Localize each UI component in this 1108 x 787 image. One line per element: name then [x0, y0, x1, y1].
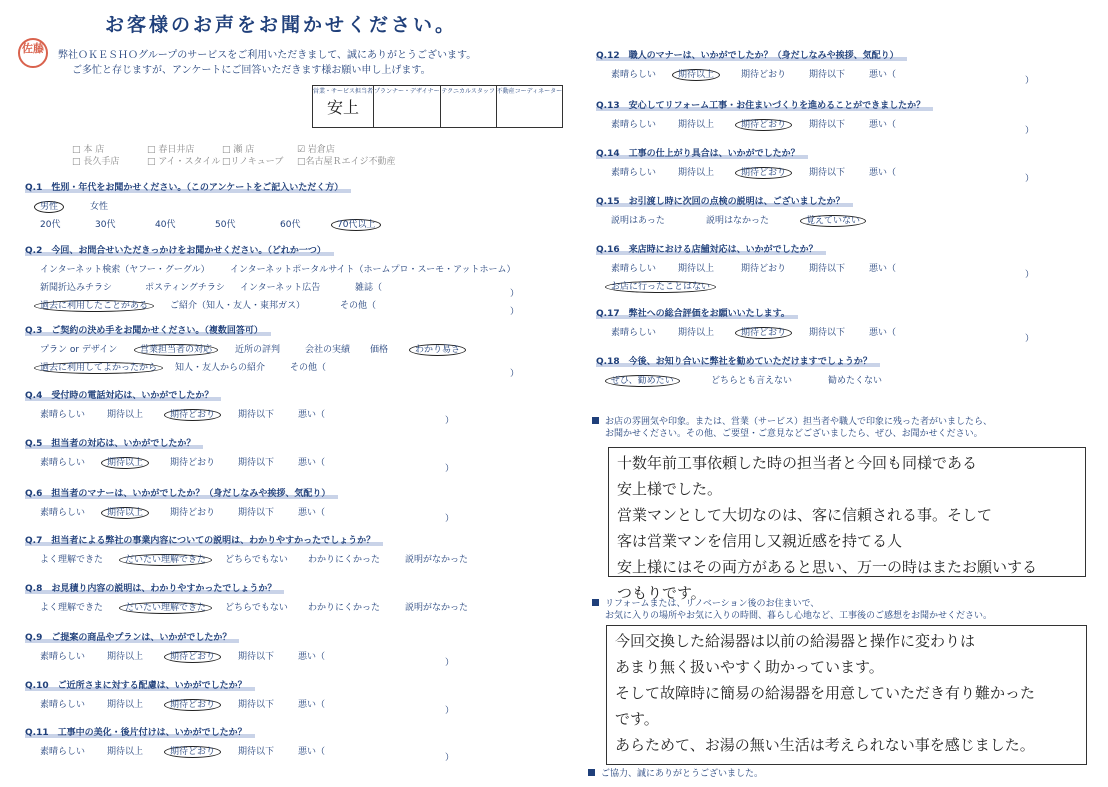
right-question-4-text: [596, 194, 853, 207]
answer-option[interactable]: [170, 649, 221, 662]
right-question-7-text: [596, 354, 880, 367]
question-label: Q.2 今回、お問合せいただきっかけをお聞かせください。（どれか一つ）: [25, 246, 334, 256]
answer-option[interactable]: [238, 407, 274, 420]
answer-option[interactable]: [298, 744, 325, 757]
selected-answer-circle: 男性: [34, 201, 64, 213]
answer-option[interactable]: [405, 552, 468, 565]
answer-option[interactable]: [611, 325, 656, 338]
answer-label: 期待以下: [238, 508, 275, 518]
answer-label: 期待以下: [238, 700, 275, 710]
answer-option[interactable]: [90, 199, 108, 212]
answer-option[interactable]: [611, 373, 680, 386]
left-question-4-text: [25, 388, 221, 401]
answer-option[interactable]: [678, 261, 714, 274]
answer-label: その他（: [290, 363, 327, 373]
answer-label: よく理解できた: [40, 555, 104, 565]
comment2-label-line1: リフォームまたは、リノベーション後のお住まいで、: [605, 599, 820, 609]
selected-answer-circle: 期待どおり: [164, 651, 221, 663]
handwritten-line: 今回交換した給湯器は以前の給湯器と操作に変わりは: [615, 632, 976, 650]
answer-option[interactable]: [869, 117, 896, 130]
bullet-square-icon: [592, 417, 599, 424]
answer-label: 期待どおり: [741, 70, 787, 80]
page-title: お客様のお声をお聞かせください。: [105, 14, 458, 36]
staff-table: [312, 85, 563, 128]
answer-option[interactable]: [298, 649, 325, 662]
answer-label: 40代: [155, 220, 176, 230]
closing-paren: ）: [510, 307, 520, 317]
answer-label: 悪い（: [869, 120, 897, 130]
answer-label: 素晴らしい: [611, 120, 657, 130]
answer-label: 悪い（: [298, 700, 326, 710]
closing-paren: ）: [445, 464, 455, 474]
store-option[interactable]: □名古屋Ｒエイジ不動産: [297, 157, 396, 167]
answer-label: 期待どおり: [170, 508, 216, 518]
right-question-6-text: [596, 306, 798, 319]
answer-option[interactable]: [145, 280, 225, 293]
selected-answer-circle: 覚えていない: [800, 215, 866, 227]
closing-paren: ）: [445, 753, 455, 763]
answer-option[interactable]: [125, 600, 212, 613]
answer-label: 期待どおり: [741, 264, 787, 274]
answer-option[interactable]: [869, 165, 896, 178]
answer-option[interactable]: [238, 505, 274, 518]
handwritten-line: 十数年前工事依頼した時の担当者と今回も同様である: [617, 454, 978, 472]
question-label: Q.4 受付時の電話対応は、いかがでしたか？: [25, 391, 221, 401]
answer-option[interactable]: [40, 298, 154, 311]
store-option[interactable]: □ 春日井店: [147, 145, 195, 155]
answer-label: 期待以下: [238, 458, 275, 468]
answer-label: 素晴らしい: [611, 70, 657, 80]
closing-paren: ）: [445, 658, 455, 668]
answer-option[interactable]: [340, 298, 376, 311]
left-question-2-text: [25, 243, 334, 256]
answer-option[interactable]: [611, 165, 656, 178]
answer-option[interactable]: [40, 552, 103, 565]
answer-option[interactable]: [230, 262, 515, 275]
answer-option[interactable]: [706, 213, 769, 226]
answer-option[interactable]: [40, 649, 85, 662]
comment1-text: [609, 448, 1085, 608]
answer-option[interactable]: [415, 342, 466, 355]
answer-label: 説明がなかった: [405, 603, 469, 613]
question-label: Q.10 ご近所さまに対する配慮は、いかがでしたか？: [25, 681, 255, 691]
selected-answer-circle: 期待どおり: [164, 746, 221, 758]
answer-option[interactable]: [40, 262, 210, 275]
answer-option[interactable]: [40, 199, 64, 212]
answer-label: 期待以下: [809, 168, 846, 178]
question-label: Q.3 ご契約の決め手をお聞かせください。（複数回答可）: [25, 326, 271, 336]
answer-label: 知人・友人からの紹介: [175, 363, 266, 373]
answer-option[interactable]: [806, 213, 866, 226]
handwritten-line: 安上様にはその両方があると思い、万一の時はまたお願いする: [617, 558, 1038, 576]
handwritten-line: あまり無く扱いやすく助かっています。: [615, 658, 884, 676]
selected-answer-circle: 期待以上: [101, 507, 149, 519]
answer-option[interactable]: [125, 552, 212, 565]
answer-label: 期待以下: [809, 264, 846, 274]
answer-label: 60代: [280, 220, 301, 230]
handwritten-line: です。: [615, 710, 659, 728]
answer-option[interactable]: [298, 697, 325, 710]
answer-label: 期待以下: [809, 328, 846, 338]
answer-label: わかりにくかった: [308, 603, 381, 613]
answer-option[interactable]: [170, 697, 221, 710]
answer-option[interactable]: [678, 165, 714, 178]
answer-option[interactable]: [107, 505, 149, 518]
answer-label: 悪い（: [298, 652, 326, 662]
answer-option[interactable]: [337, 217, 381, 230]
answer-label: 素晴らしい: [40, 700, 86, 710]
answer-label: プラン or デザイン: [40, 345, 118, 355]
store-option[interactable]: □ 瀬 店: [222, 145, 255, 155]
question-label: Q.1 性別・年代をお聞かせください。（このアンケートをご記入いただく方）: [25, 183, 351, 193]
answer-option[interactable]: [611, 261, 656, 274]
selected-answer-circle: 期待どおり: [164, 409, 221, 421]
answer-label: よく理解できた: [40, 603, 104, 613]
question-label: Q.11 工事中の美化・後片付けは、いかがでしたか？: [25, 728, 255, 738]
answer-option[interactable]: [225, 600, 288, 613]
answer-label: 期待以下: [238, 410, 275, 420]
closing-paren: ）: [1025, 76, 1035, 86]
closing-paren: ）: [1025, 126, 1035, 136]
answer-option[interactable]: [40, 505, 85, 518]
left-question-11-text: [25, 725, 255, 738]
right-question-3-text: [596, 146, 808, 159]
answer-label: 悪い（: [869, 70, 897, 80]
answer-option[interactable]: [238, 697, 274, 710]
answer-label: 素晴らしい: [40, 410, 86, 420]
handwritten-line: そして故障時に簡易の給湯器を用意していただき有り難かった: [615, 684, 1036, 702]
left-question-1-text: [25, 180, 351, 193]
question-label: Q.17 弊社への総合評価をお願いいたします。: [596, 309, 798, 319]
answer-label: 女性: [90, 202, 109, 212]
left-question-10-text: [25, 678, 255, 691]
answer-option[interactable]: [869, 325, 896, 338]
staff-realestate-label: 不動産コーディネーター: [496, 88, 563, 95]
store-option[interactable]: □ 長久手店: [72, 157, 120, 167]
comment1-label-line1: お店の雰囲気や印象。または、営業（サービス）担当者や職人で印象に残った者がいましたら、: [605, 417, 993, 427]
answer-label: インターネットポータルサイト（ホームプロ・スーモ・アットホーム）: [230, 265, 516, 275]
staff-sales-label: 営業・サービス担当者: [313, 88, 374, 95]
answer-label: 素晴らしい: [611, 168, 657, 178]
answer-option[interactable]: [107, 744, 143, 757]
answer-option[interactable]: [611, 67, 656, 80]
answer-option[interactable]: [290, 360, 326, 373]
selected-answer-circle: 期待以上: [101, 457, 149, 469]
answer-label: その他（: [340, 301, 377, 311]
staff-signature: 安上: [327, 98, 360, 117]
answer-label: インターネット広告: [240, 283, 321, 293]
answer-option[interactable]: [107, 407, 143, 420]
closing-paren: ）: [1025, 174, 1035, 184]
answer-label: 期待以下: [238, 747, 275, 757]
answer-option[interactable]: [238, 649, 274, 662]
answer-option[interactable]: [170, 407, 221, 420]
comment2-box[interactable]: [606, 625, 1087, 765]
answer-option[interactable]: [711, 373, 792, 386]
comment1-box[interactable]: [608, 447, 1086, 602]
staff-planner-label: プランナー・デザイナー: [374, 88, 440, 95]
answer-label: ポスティングチラシ: [145, 283, 225, 293]
answer-option[interactable]: [370, 342, 388, 355]
answer-label: 近所の評判: [235, 345, 281, 355]
answer-label: 説明はなかった: [706, 216, 770, 226]
answer-option[interactable]: [170, 505, 215, 518]
selected-answer-circle: だいたい理解できた: [119, 602, 212, 614]
store-option[interactable]: □リノキューブ: [222, 157, 284, 167]
handwritten-line: 安上様でした。: [617, 480, 723, 498]
answer-label: 素晴らしい: [611, 264, 657, 274]
left-question-7-text: [25, 533, 383, 546]
answer-label: インターネット検索（ヤフー・グーグル）: [40, 265, 210, 275]
handwritten-line: つもりです。: [617, 584, 706, 602]
answer-option[interactable]: [809, 67, 845, 80]
answer-label: 雑誌（: [355, 283, 383, 293]
answer-option[interactable]: [170, 455, 215, 468]
answer-label: わかりにくかった: [308, 555, 381, 565]
answer-option[interactable]: [107, 455, 149, 468]
answer-option[interactable]: [40, 360, 163, 373]
answer-option[interactable]: [741, 165, 792, 178]
question-label: Q.5 担当者の対応は、いかがでしたか？: [25, 439, 203, 449]
answer-label: どちらとも言えない: [711, 376, 793, 386]
answer-option[interactable]: [298, 455, 325, 468]
answer-option[interactable]: [305, 342, 350, 355]
answer-label: 勧めたくない: [828, 376, 883, 386]
answer-label: 素晴らしい: [40, 508, 86, 518]
handwritten-line: あらためて、お湯の無い生活は考えられない事を感じました。: [615, 736, 1035, 754]
store-option[interactable]: □ 本 店: [72, 145, 105, 155]
comment1-label: [592, 416, 992, 440]
answer-option[interactable]: [40, 455, 85, 468]
answer-option[interactable]: [678, 67, 720, 80]
answer-option[interactable]: [741, 67, 786, 80]
answer-option[interactable]: [40, 280, 112, 293]
selected-answer-circle: ぜひ、勧めたい: [605, 375, 680, 387]
answer-option[interactable]: [809, 165, 845, 178]
answer-option[interactable]: [155, 217, 175, 230]
answer-option[interactable]: [240, 280, 320, 293]
answer-option[interactable]: [678, 325, 714, 338]
answer-option[interactable]: [298, 407, 325, 420]
answer-option[interactable]: [170, 298, 305, 311]
answer-option[interactable]: [355, 280, 382, 293]
question-label: Q.13 安心してリフォーム工事・お住まいづくりを進めることができましたか？: [596, 101, 933, 111]
closing-paren: ）: [1025, 270, 1035, 280]
store-row-2: [72, 154, 396, 167]
comment1-label-line2: お聞かせください。その他、ご要望・ご意見などございましたら、ぜひ、お聞かせください。: [605, 429, 983, 439]
answer-option[interactable]: [40, 342, 117, 355]
answer-label: 悪い（: [298, 747, 326, 757]
question-label: Q.12 職人のマナーは、いかがでしたか？（身だしなみや挨拶、気配り）: [596, 51, 907, 61]
staff-technical-cell: [440, 86, 496, 128]
handwritten-line: 客は営業マンを信用し又親近感を持てる人: [617, 532, 903, 550]
selected-answer-circle: 過去に利用したことがある: [34, 300, 154, 312]
left-question-8-text: [25, 581, 284, 594]
answer-option[interactable]: [809, 117, 845, 130]
answer-option[interactable]: [611, 279, 716, 292]
closing-paren: ）: [1025, 334, 1035, 344]
selected-answer-circle: お店に行ったことはない: [605, 281, 716, 293]
left-question-3-text: [25, 323, 271, 336]
answer-label: 期待どおり: [170, 458, 216, 468]
answer-option[interactable]: [741, 117, 792, 130]
closing-paren: ）: [445, 416, 455, 426]
answer-label: 期待以上: [107, 700, 144, 710]
answer-option[interactable]: [238, 455, 274, 468]
answer-option[interactable]: [107, 697, 143, 710]
answer-label: 説明がなかった: [405, 555, 469, 565]
right-question-5-text: [596, 242, 826, 255]
answer-label: 悪い（: [298, 410, 326, 420]
intro-line-2: ご多忙と存じますが、アンケートにご回答いただきます様お願い申し上げます。: [72, 65, 431, 76]
answer-option[interactable]: [95, 217, 115, 230]
bullet-square-icon: [592, 599, 599, 606]
answer-option[interactable]: [140, 342, 218, 355]
closing-paren: ）: [445, 514, 455, 524]
handwritten-line: 営業マンとして大切なのは、客に信頼される事。そして: [617, 506, 993, 524]
answer-label: 期待以上: [107, 410, 144, 420]
answer-option[interactable]: [741, 261, 786, 274]
question-label: Q.9 ご提案の商品やプランは、いかがでしたか？: [25, 633, 239, 643]
comment2-label: [592, 598, 992, 622]
answer-option[interactable]: [40, 407, 85, 420]
answer-option[interactable]: [611, 213, 665, 226]
answer-label: 素晴らしい: [40, 458, 86, 468]
question-label: Q.6 担当者のマナーは、いかがでしたか？（身だしなみや挨拶、気配り）: [25, 489, 338, 499]
answer-option[interactable]: [308, 552, 380, 565]
question-label: Q.7 担当者による弊社の事業内容についての説明は、わかりやすかったでしょうか？: [25, 536, 383, 546]
company-seal: 佐藤: [18, 38, 48, 68]
selected-answer-circle: 期待どおり: [735, 167, 792, 179]
answer-option[interactable]: [809, 261, 845, 274]
closing-paren: ）: [510, 369, 520, 379]
bullet-square-icon: [588, 769, 595, 776]
question-label: Q.18 今後、お知り合いに弊社を勧めていただけますでしょうか？: [596, 357, 880, 367]
answer-option[interactable]: [40, 600, 103, 613]
comment2-label-line2: お気に入りの場所やお気に入りの時間、暮らし心地など、工事後のご感想をお聞かせください。: [605, 611, 993, 621]
answer-label: 素晴らしい: [40, 747, 86, 757]
answer-label: 期待以下: [809, 70, 846, 80]
answer-label: 期待以上: [107, 652, 144, 662]
answer-option[interactable]: [235, 342, 280, 355]
selected-answer-circle: 期待どおり: [164, 699, 221, 711]
answer-option[interactable]: [741, 325, 792, 338]
selected-answer-circle: 過去に利用してよかったから: [34, 362, 163, 374]
question-label: Q.15 お引渡し時に次回の点検の説明は、ございましたか？: [596, 197, 853, 207]
left-question-9-text: [25, 630, 239, 643]
question-label: Q.8 お見積り内容の説明は、わかりやすかったでしょうか？: [25, 584, 284, 594]
staff-realestate-cell: [496, 86, 563, 128]
answer-label: 30代: [95, 220, 116, 230]
footer-thanks: [588, 766, 763, 779]
answer-option[interactable]: [809, 325, 845, 338]
answer-label: 悪い（: [869, 328, 897, 338]
answer-label: 価格: [370, 345, 389, 355]
answer-label: 会社の実績: [305, 345, 351, 355]
answer-option[interactable]: [280, 217, 300, 230]
store-option[interactable]: ☑ 岩倉店: [297, 145, 335, 155]
answer-option[interactable]: [40, 744, 85, 757]
answer-option[interactable]: [40, 697, 85, 710]
answer-label: 素晴らしい: [40, 652, 86, 662]
selected-answer-circle: 期待どおり: [735, 327, 792, 339]
answer-label: 期待以上: [678, 120, 715, 130]
answer-label: 期待以下: [238, 652, 275, 662]
answer-label: どちらでもない: [225, 555, 288, 565]
thanks-text: ご協力、誠にありがとうございました。: [601, 769, 764, 779]
question-label: Q.16 来店時における店舗対応は、いかがでしたか？: [596, 245, 826, 255]
answer-option[interactable]: [175, 360, 265, 373]
staff-technical-label: テクニカルスタッフ: [441, 88, 495, 95]
answer-label: 期待以下: [809, 120, 846, 130]
answer-label: ご紹介（知人・友人・東邦ガス）: [170, 301, 306, 311]
selected-answer-circle: 70代以上: [331, 219, 381, 231]
answer-option[interactable]: [215, 217, 235, 230]
answer-option[interactable]: [298, 505, 325, 518]
comment2-text: [607, 626, 1086, 760]
answer-label: どちらでもない: [225, 603, 288, 613]
closing-paren: ）: [510, 289, 520, 299]
answer-label: 期待以上: [107, 747, 144, 757]
answer-option[interactable]: [107, 649, 143, 662]
left-question-6-text: [25, 486, 338, 499]
answer-label: 20代: [40, 220, 61, 230]
answer-option[interactable]: [40, 217, 60, 230]
closing-paren: ）: [445, 706, 455, 716]
answer-label: 新聞折込みチラシ: [40, 283, 113, 293]
selected-answer-circle: 期待以上: [672, 69, 720, 81]
answer-label: 説明はあった: [611, 216, 665, 226]
staff-sales-cell: [313, 86, 374, 128]
right-question-2-text: [596, 98, 933, 111]
right-question-1-text: [596, 48, 907, 61]
intro-line-1: 弊社ＯＫＥＳＨＯグループのサービスをご利用いただきまして、誠にありがとうございます。: [58, 50, 477, 61]
answer-label: 悪い（: [869, 264, 897, 274]
answer-label: 悪い（: [869, 168, 897, 178]
selected-answer-circle: わかり易さ: [409, 344, 466, 356]
question-label: Q.14 工事の仕上がり具合は、いかがでしたか？: [596, 149, 808, 159]
selected-answer-circle: 期待どおり: [735, 119, 792, 131]
answer-label: 期待以上: [678, 168, 715, 178]
selected-answer-circle: 営業担当者の対応: [134, 344, 218, 356]
store-option[interactable]: □ アイ・スタイル: [147, 157, 221, 167]
answer-option[interactable]: [869, 67, 896, 80]
answer-option[interactable]: [869, 261, 896, 274]
selected-answer-circle: だいたい理解できた: [119, 554, 212, 566]
answer-label: 悪い（: [298, 458, 326, 468]
left-question-5-text: [25, 436, 203, 449]
answer-label: 悪い（: [298, 508, 326, 518]
answer-option[interactable]: [170, 744, 221, 757]
answer-option[interactable]: [308, 600, 380, 613]
answer-option[interactable]: [678, 117, 714, 130]
answer-label: 期待以上: [678, 328, 715, 338]
answer-option[interactable]: [238, 744, 274, 757]
answer-option[interactable]: [828, 373, 882, 386]
answer-option[interactable]: [405, 600, 468, 613]
staff-planner-cell: [374, 86, 441, 128]
answer-label: 50代: [215, 220, 236, 230]
answer-label: 期待以上: [678, 264, 715, 274]
answer-option[interactable]: [611, 117, 656, 130]
answer-option[interactable]: [225, 552, 288, 565]
answer-label: 素晴らしい: [611, 328, 657, 338]
